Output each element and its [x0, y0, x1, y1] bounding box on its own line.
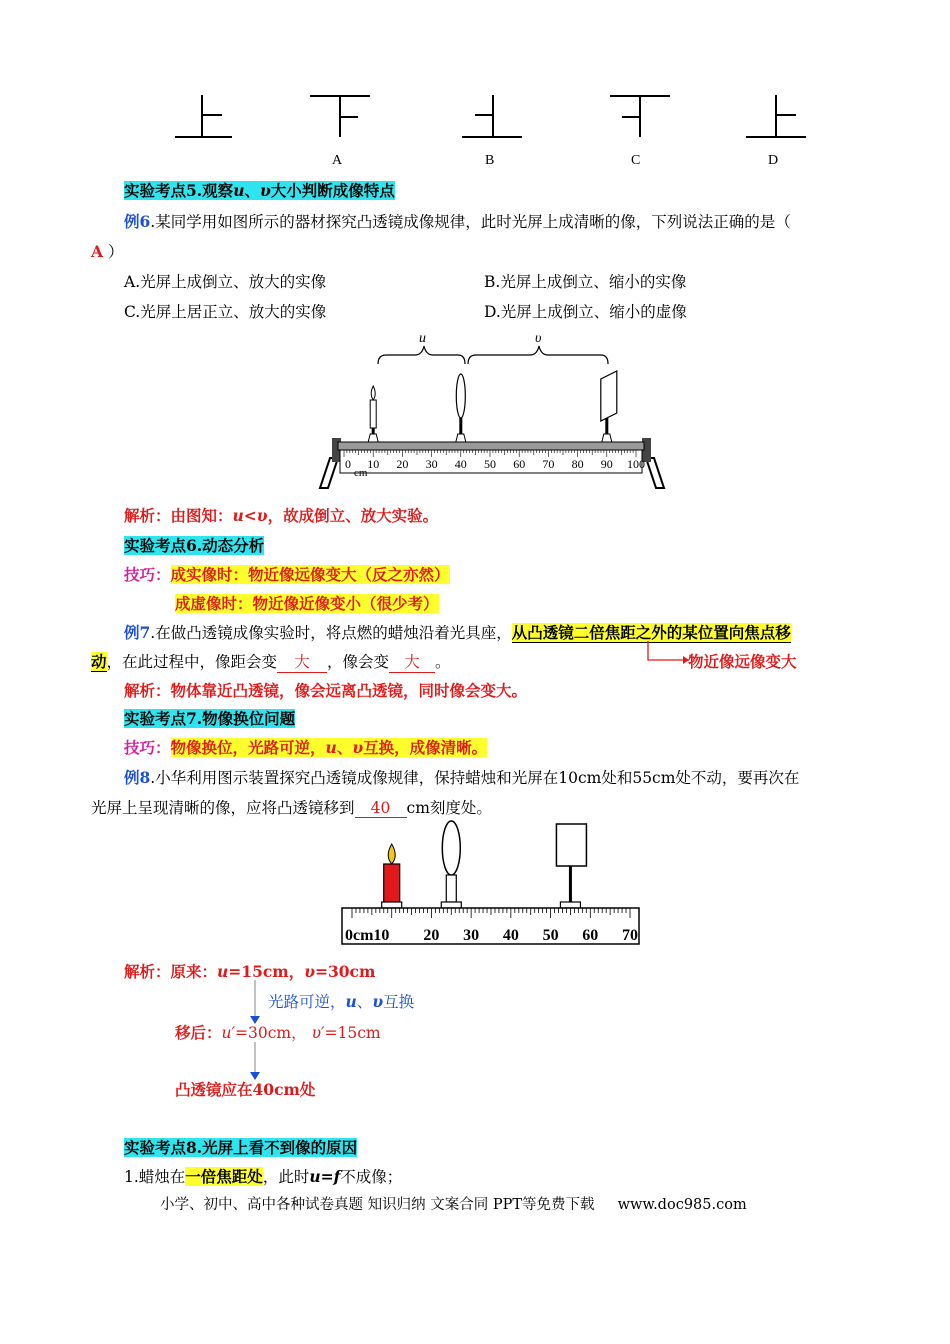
light-screen-2	[556, 824, 586, 908]
candle-2-holder	[382, 902, 402, 908]
light-screen	[601, 371, 617, 442]
screen-2-stand	[569, 866, 572, 902]
ruler-tick-label: 0	[345, 457, 351, 471]
top-options-figure	[160, 85, 820, 175]
lens-body	[456, 374, 465, 418]
candle-2-body	[384, 864, 400, 902]
ruler-2-tick-label: 0cm10	[345, 927, 390, 944]
bench-rail	[338, 442, 644, 450]
section8-item1: 1.蜡烛在一倍焦距处，此时u=f不成像；	[124, 1167, 403, 1186]
tip7: 技巧：物像换位，光路可逆，u、υ互换，成像清晰。	[124, 738, 488, 757]
ruler-2-tick-label: 40	[502, 927, 519, 944]
ruler-2-tick-label: 50	[542, 927, 559, 944]
candle	[368, 386, 378, 442]
example8-line2: 光屏上呈现清晰的像，应将凸透镜移到 40 cm刻度处。	[91, 799, 492, 817]
ruler-tick-label: 70	[542, 457, 555, 471]
ruler-tick-label: 80	[571, 457, 584, 471]
screen-2-holder	[560, 902, 580, 908]
option-d-label: D	[768, 153, 779, 168]
option-b-figure	[462, 95, 522, 137]
optical-bench-figure-2	[338, 818, 642, 948]
section6-heading: 实验考点6.动态分析	[124, 536, 265, 555]
option-d-figure	[746, 95, 806, 137]
example8-analysis-original: 解析：原来：u=15cm，υ=30cm	[124, 962, 376, 981]
section5-heading: 实验考点5.观察u、υ大小判断成像特点	[124, 181, 395, 200]
lens-2-holder	[441, 902, 461, 908]
optical-bench-figure-1	[318, 328, 668, 493]
ruler-2-tick-label: 60	[582, 927, 599, 944]
ruler-tick-label: 60	[513, 457, 526, 471]
example6-option-d: D.光屏上成倒立、缩小的虚像	[484, 303, 687, 321]
screen-2-panel	[556, 824, 586, 866]
example6-analysis: 解析：由图知：u<υ，故成倒立、放大实验。	[124, 506, 439, 525]
lens-2-body	[442, 821, 460, 875]
example8-blank: 40	[355, 799, 407, 818]
example6-option-c: C.光屏上居正立、放大的实像	[124, 303, 327, 321]
example7-annotation: 物近像远像变大	[688, 652, 797, 671]
candle-2-flame	[388, 844, 395, 864]
screen-stand	[605, 418, 608, 436]
u-brace-label: u	[419, 331, 426, 346]
footer-text: 小学、初中、高中各种试卷真题 知识归纳 文案合同 PPT等免费下载	[160, 1197, 595, 1213]
v-brace	[468, 346, 608, 364]
option-c-label: C	[631, 153, 641, 168]
ruler-tick-label: 20	[396, 457, 409, 471]
example8-analysis-note: 光路可逆，u、υ互换	[268, 992, 415, 1011]
example6-answer: A ）	[91, 242, 124, 261]
footer-url[interactable]: www.doc985.com	[617, 1197, 747, 1213]
tip6-line2: 成虚像时：物近像近像变小（很少考）	[175, 594, 439, 613]
ruler-tick-label: 100	[627, 457, 645, 471]
section8-heading: 实验考点8.光屏上看不到像的原因	[124, 1138, 358, 1157]
option-a-label: A	[332, 153, 343, 168]
u-brace	[378, 346, 465, 364]
example7-annotation-arrow	[645, 640, 690, 670]
example8-analysis-after: 移后：u′=30cm， υ′=15cm	[175, 1023, 381, 1042]
ruler-2-tick-label: 20	[423, 927, 440, 944]
example8-line1: 例8.小华利用图示装置探究凸透镜成像规律，保持蜡烛和光屏在10cm处和55cm处不动，要再次在	[124, 768, 800, 787]
example7-blank-1: 大	[277, 650, 327, 673]
example7-analysis: 解析：物体靠近凸透镜，像会远离凸透镜，同时像会变大。	[124, 681, 528, 700]
example7-blank-2: 大	[389, 650, 435, 673]
candle-holder	[368, 434, 378, 442]
v-brace-label: υ	[535, 331, 542, 346]
example8-analysis-conclusion: 凸透镜应在40cm处	[175, 1080, 316, 1099]
lens-holder	[456, 434, 466, 442]
ruler-tick-label: 50	[484, 457, 496, 471]
convex-lens	[456, 374, 466, 442]
lens-2-stand	[446, 875, 456, 902]
convex-lens-2	[441, 821, 461, 908]
candle-flame	[371, 386, 375, 400]
lens-stand	[459, 418, 462, 436]
example6-answer-letter: A	[91, 242, 104, 261]
example7-line1: 例7.在做凸透镜成像实验时，将点燃的蜡烛沿着光具座，从凸透镜二倍焦距之外的某位置向焦点移	[124, 623, 791, 642]
ruler-unit: cm	[354, 467, 368, 479]
section7-heading: 实验考点7.物像换位问题	[124, 709, 296, 728]
option-c-figure	[610, 96, 670, 137]
tip6-line1: 技巧：成实像时：物近像远像变大（反之亦然）	[124, 565, 450, 584]
ruler-tick-label: 90	[600, 457, 613, 471]
ruler-tick-label: 10	[367, 457, 380, 471]
ruler-tick-label: 40	[454, 457, 467, 471]
option-original-figure	[175, 95, 232, 137]
ruler-2-tick-label: 30	[463, 927, 480, 944]
option-b-label: B	[485, 153, 495, 168]
option-a-figure	[310, 96, 370, 137]
footer	[160, 1193, 747, 1214]
ruler-tick-label: 30	[425, 457, 438, 471]
example6-option-a: A.光屏上成倒立、放大的实像	[124, 273, 327, 291]
example6-option-b: B.光屏上成倒立、缩小的实像	[484, 273, 687, 291]
example6-question: 例6.某同学用如图所示的器材探究凸透镜成像规律，此时光屏上成清晰的像，下列说法正确的是（	[124, 212, 791, 231]
screen-holder	[602, 434, 612, 442]
candle-body	[370, 400, 376, 428]
ruler-2-tick-label: 70	[622, 927, 638, 944]
example7-line2: 动，在此过程中，像距会变 大 ，像会变 大 。	[91, 652, 451, 671]
candle-2	[382, 844, 402, 908]
screen-panel	[601, 371, 617, 421]
